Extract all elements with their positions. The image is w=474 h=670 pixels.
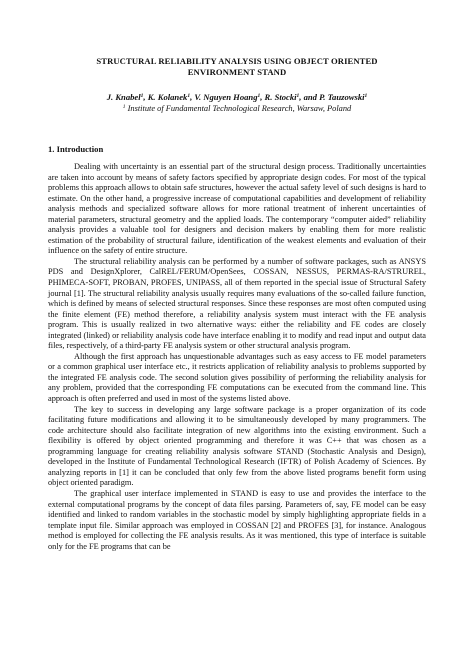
section-body [48, 162, 426, 552]
author-name: V. Nguyen Hoang [194, 92, 258, 102]
title-line-2: ENVIRONMENT STAND [187, 67, 287, 77]
author-name: K. Kolanek [147, 92, 188, 102]
title-line-1: STRUCTURAL RELIABILITY ANALYSIS USING OBJECT ORIENTED [96, 56, 378, 66]
body-paragraph: The structural reliability analysis can be performed by a number of software packages, such as ANSYS PDS and DesignXplorer, CalREL/FERUM/OpenSees, COSSAN, NESSUS, PERMAS-RA/STRUREL, PHIMECA-SOFT, PROBAN, PROFES, UNIPASS, all of them reported in the special issue of Structural Safety journal [1]. The structural reliability analysis usually requires many evaluations of the so-called failure function, which is defined by means of selected structural responses. Since these responses are most often computed using the finite element (FE) method therefore, a reliability analysis system must interact with the FE analysis program. This is usually realized in two alternative ways: either the reliability and FE codes are closely integrated (linked) or reliability analysis code have interface enabling it to modify and read input and output data files, respectively, of a third-party FE analysis system or other structural analysis program. [48, 256, 426, 351]
author-list [48, 92, 426, 103]
body-paragraph: Dealing with uncertainty is an essential part of the structural design process. Traditionally uncertainties are taken into account by means of safety factors specified by appropriate design codes. For most of the typical problems this approach allows to obtain safe structures, however the actual safety level of such designs is hard to estimate. On the other hand, a progressive increase of computational capabilities and development of reliability analysis methods and specialized software allows for more rational treatment of inherent uncertainties of material parameters, structural geometry and the applied loads. The contemporary “computer aided” reliability analysis provides a valuable tool for designers and decision makers by enabling them for more realistic estimation of the probability of structural failure, identification of the weakest elements and evaluation of their influence on the safety of entire structure. [48, 162, 426, 256]
author-name: R. Stocki [264, 92, 297, 102]
author-name: J. Knabel [106, 92, 141, 102]
author-affil-mark: 1 [296, 93, 300, 99]
paper-title [48, 56, 426, 78]
author-separator: , [143, 92, 148, 102]
author-separator: , [260, 92, 265, 102]
body-paragraph: Although the first approach has unquestionable advantages such as easy access to FE model parameters or a common graphical user interface etc., it restricts application of reliability analysis to problems supported by the integrated FE analysis code. The second solution gives possibility of performing the reliability analysis for any problem, provided that the corresponding FE computations can be executed from the command line. This approach is often preferred and used in most of the systems listed above. [48, 351, 426, 404]
affiliation [48, 103, 426, 114]
affiliation-mark: 1 [122, 104, 126, 110]
author-affil-mark: 1 [364, 93, 368, 99]
author-affil-mark: 1 [257, 93, 261, 99]
affiliation-text: Institute of Fundamental Technological Research, Warsaw, Poland [125, 104, 352, 113]
author-affil-mark: 1 [140, 93, 144, 99]
body-paragraph: The graphical user interface implemented in STAND is easy to use and provides the interface to the external computational programs by the concept of data files parsing. Parameters of, say, FE model can be easy identified and linked to random variables in the stochastic model by simply highlighting appropriate fields in a template input file. Similar approach was employed in COSSAN [2] and PROFES [3], for instance. Analogous method is employed for collecting the FE analysis results. As it was mentioned, this type of interface is suitable only for the FE programs that can be [48, 488, 426, 551]
author-separator: , and [299, 92, 320, 102]
body-paragraph: The key to success in developing any large software package is a proper organization of its code facilitating future modifications and allowing it to be simultaneously developed by many programmers. The code architecture should also facilitate integration of new algorithms into the existing environment. Such a flexibility is offered by object oriented programming and therefore it was C++ that was chosen as a programming language for creating reliability analysis software STAND (Stochastic Analysis and Design), developed in the Institute of Fundamental Technological Research (IFTR) of Polish Academy of Sciences. By analyzing reports in [1] it can be concluded that only few from the above listed programs benefit form using object oriented paradigm. [48, 404, 426, 488]
paper-page [48, 56, 426, 552]
author-separator: , [190, 92, 195, 102]
author-name: P. Tauzowski [319, 92, 365, 102]
section-heading: 1. Introduction [48, 144, 104, 154]
author-affil-mark: 1 [187, 93, 191, 99]
